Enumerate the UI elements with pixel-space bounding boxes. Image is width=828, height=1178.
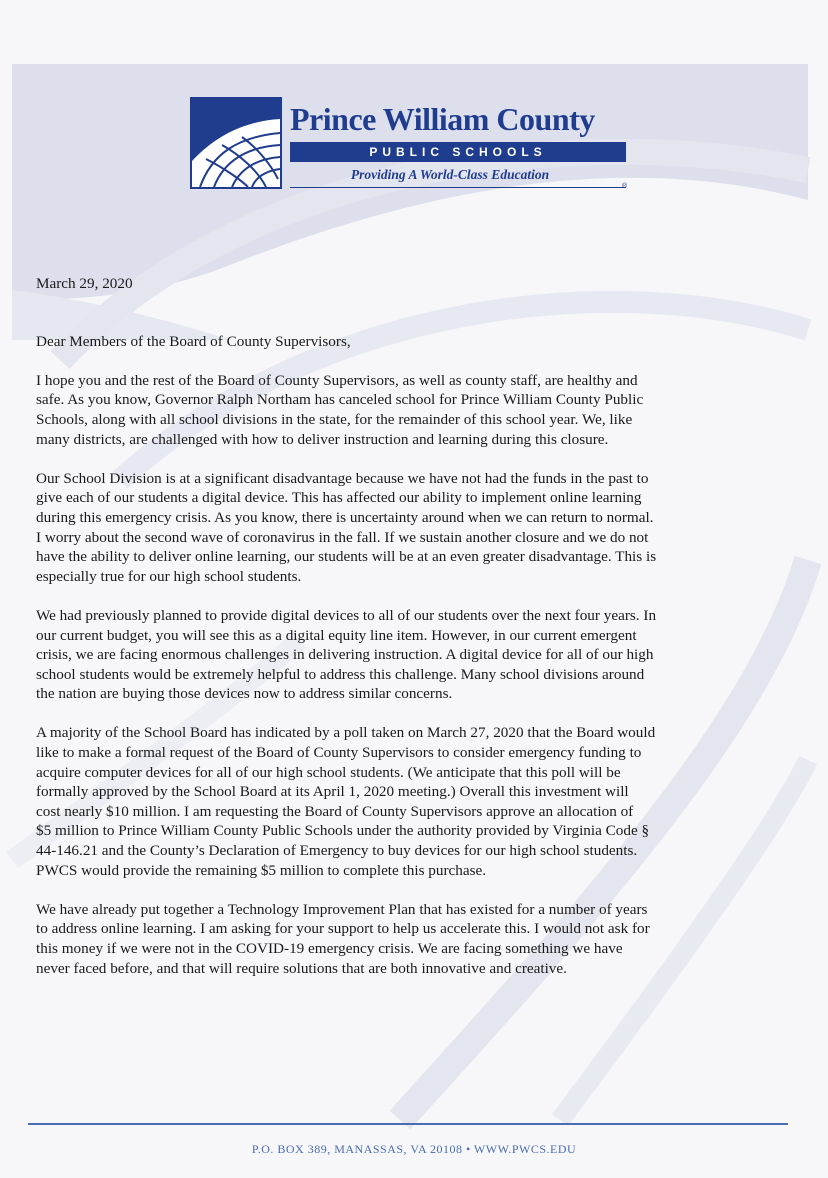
- district-name: Prince William County: [290, 101, 595, 137]
- text-line: cost nearly $10 million. I am requesting the Board of County Supervisors approve an allocation of: [36, 802, 634, 820]
- text-line: safe. As you know, Governor Ralph Northam has canceled school for Prince William County Public: [36, 391, 644, 409]
- letterhead-logo: [190, 97, 630, 191]
- district-tagline: Providing A World-Class Education: [350, 167, 550, 182]
- text-line: We have already put together a Technology Improvement Plan that has existed for a number of years: [36, 900, 648, 918]
- text-line: 44-146.21 and the County’s Declaration of Emergency to buy devices for our high school students.: [36, 842, 638, 860]
- paragraph-2: [36, 469, 796, 587]
- text-line: give each of our students a digital device. This has affected our ability to implement online learning: [36, 489, 642, 507]
- text-line: have the ability to deliver online learning, our students will be at an even greater disadvantage. This is: [36, 548, 657, 566]
- text-line: Schools, along with all school divisions in the state, for the remainder of this school year. We, like: [36, 410, 633, 428]
- text-line: our current budget, you will see this as a digital equity line item. However, in our current emergent: [36, 626, 637, 644]
- text-line: Our School Division is at a significant disadvantage because we have not had the funds in the past to: [36, 469, 649, 487]
- text-line: We had previously planned to provide digital devices to all of our students over the next four years. In: [36, 606, 657, 624]
- tagline-divider: [290, 187, 626, 188]
- footer-divider: [28, 1123, 788, 1125]
- registered-trademark: ®: [622, 183, 628, 190]
- text-line: this money if we were not in the COVID-19 emergency crisis. We are facing something we have: [36, 940, 623, 957]
- text-line: never faced before, and that will require solutions that are both innovative and creative.: [36, 959, 567, 977]
- text-line: I worry about the second wave of coronavirus in the fall. If we sustain another closure and we do not: [36, 528, 649, 546]
- paragraph-1: [36, 371, 796, 449]
- letter-date: March 29, 2020: [36, 275, 133, 292]
- letter-salutation: Dear Members of the Board of County Supervisors,: [36, 332, 351, 350]
- text-line: the nation are buying those devices now to address similar concerns.: [36, 685, 453, 703]
- text-line: I hope you and the rest of the Board of County Supervisors, as well as county staff, are healthy and: [36, 371, 638, 389]
- text-line: formally approved by the School Board at its April 1, 2020 meeting.) Overall this investment will: [36, 783, 629, 801]
- text-line: school students would be extremely helpful to address this challenge. Many school divisions around: [36, 665, 645, 683]
- text-line: especially true for our high school students.: [36, 567, 302, 585]
- text-line: acquire computer devices for all of our high school students. (We anticipate that this poll will be: [36, 763, 621, 781]
- text-line: like to make a formal request of the Board of County Supervisors to consider emergency funding to: [36, 744, 642, 762]
- globe-logo-icon: [190, 97, 282, 189]
- footer-address: P.O. BOX 389, MANASSAS, VA 20108 • WWW.PWCS.EDU: [251, 1142, 577, 1156]
- text-line: PWCS would provide the remaining $5 million to complete this purchase.: [36, 861, 487, 879]
- district-subtitle: PUBLIC SCHOOLS: [290, 142, 626, 162]
- letter-body: [36, 274, 796, 998]
- text-line: $5 million to Prince William County Public Schools under the authority provided by Virginia Code §: [36, 822, 650, 840]
- text-line: many districts, are challenged with how to deliver instruction and learning during this closure.: [36, 430, 609, 448]
- paragraph-3: [36, 606, 796, 704]
- paragraph-5: [36, 900, 796, 978]
- paragraph-4: [36, 723, 796, 880]
- text-line: A majority of the School Board has indicated by a poll taken on March 27, 2020 that the Board would: [36, 724, 656, 742]
- text-line: to address online learning. I am asking for your support to help us accelerate this. I would not ask for: [36, 920, 650, 938]
- text-line: during this emergency crisis. As you know, there is uncertainty around when we can return to normal.: [36, 508, 654, 526]
- text-line: crisis, we are facing enormous challenges in delivering instruction. A digital device for all of our high: [36, 646, 654, 664]
